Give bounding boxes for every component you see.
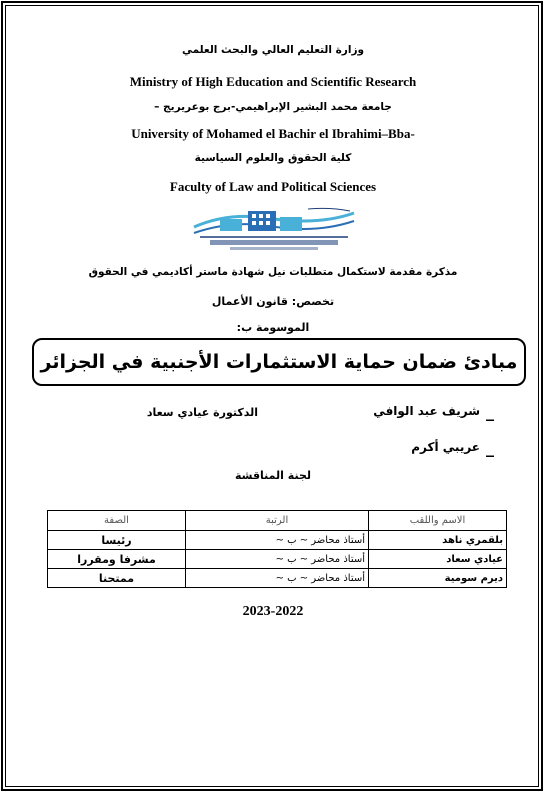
header-role: الصفة — [48, 511, 186, 531]
member-rank: أستاذ محاضر ~ ب ~ — [186, 531, 369, 550]
memo-purpose: مذكرة مقدمة لاستكمال متطلبات نيل شهادة ماستر أكاديمي في الحقوق — [88, 266, 458, 278]
student-bullet-2: _ — [486, 438, 494, 457]
ministry-en: Ministry of High Education and Scientific Research — [129, 74, 417, 89]
table-header-row — [48, 511, 507, 531]
member-name: بلقمري ناهد — [369, 531, 507, 550]
university-ar: جامعة محمد البشير الإبراهيمي-برج بوعريريج – — [154, 101, 392, 113]
table-row — [48, 531, 507, 550]
member-name: ديرم سومية — [369, 569, 507, 588]
student-bullet-1: _ — [486, 402, 494, 421]
header-name: الاسم واللقب — [369, 511, 507, 531]
committee-label: لجنة المناقشة — [234, 469, 311, 482]
faculty-ar: كلية الحقوق والعلوم السياسية — [194, 152, 352, 164]
thesis-title: مبادئ ضمان حماية الاستثمارات الأجنبية في الجزائر — [40, 351, 518, 373]
ministry-ar: وزارة التعليم العالي والبحث العلمي — [181, 44, 365, 56]
member-rank: أستاذ محاضر ~ ب ~ — [186, 569, 369, 588]
memo-specialty: تخصص: قانون الأعمال — [211, 295, 335, 308]
university-en: University of Mohamed el Bachir el Ibrahimi–Bba- — [131, 126, 415, 141]
faculty-en: Faculty of Law and Political Sciences — [169, 179, 377, 194]
member-name: عيادي سعاد — [369, 550, 507, 569]
student-name-1: شريف عبد الوافي — [373, 404, 480, 418]
university-logo — [190, 205, 358, 253]
table-row — [48, 569, 507, 588]
member-role: رئيسا — [48, 531, 186, 550]
member-role: مشرفا ومقررا — [48, 550, 186, 569]
memo-titled: الموسومة ب: — [236, 321, 310, 334]
member-role: ممتحنا — [48, 569, 186, 588]
academic-year: 2023-2022 — [242, 604, 304, 619]
supervisor-name: الدكتورة عيادي سعاد — [146, 406, 258, 419]
student-name-2: عريبي أكرم — [411, 440, 480, 454]
member-rank: أستاذ محاضر ~ ب ~ — [186, 550, 369, 569]
header-rank: الرتبة — [186, 511, 369, 531]
jury-table — [47, 510, 507, 588]
table-row — [48, 550, 507, 569]
thesis-title-box — [32, 338, 526, 386]
page-border-inner — [5, 5, 539, 787]
